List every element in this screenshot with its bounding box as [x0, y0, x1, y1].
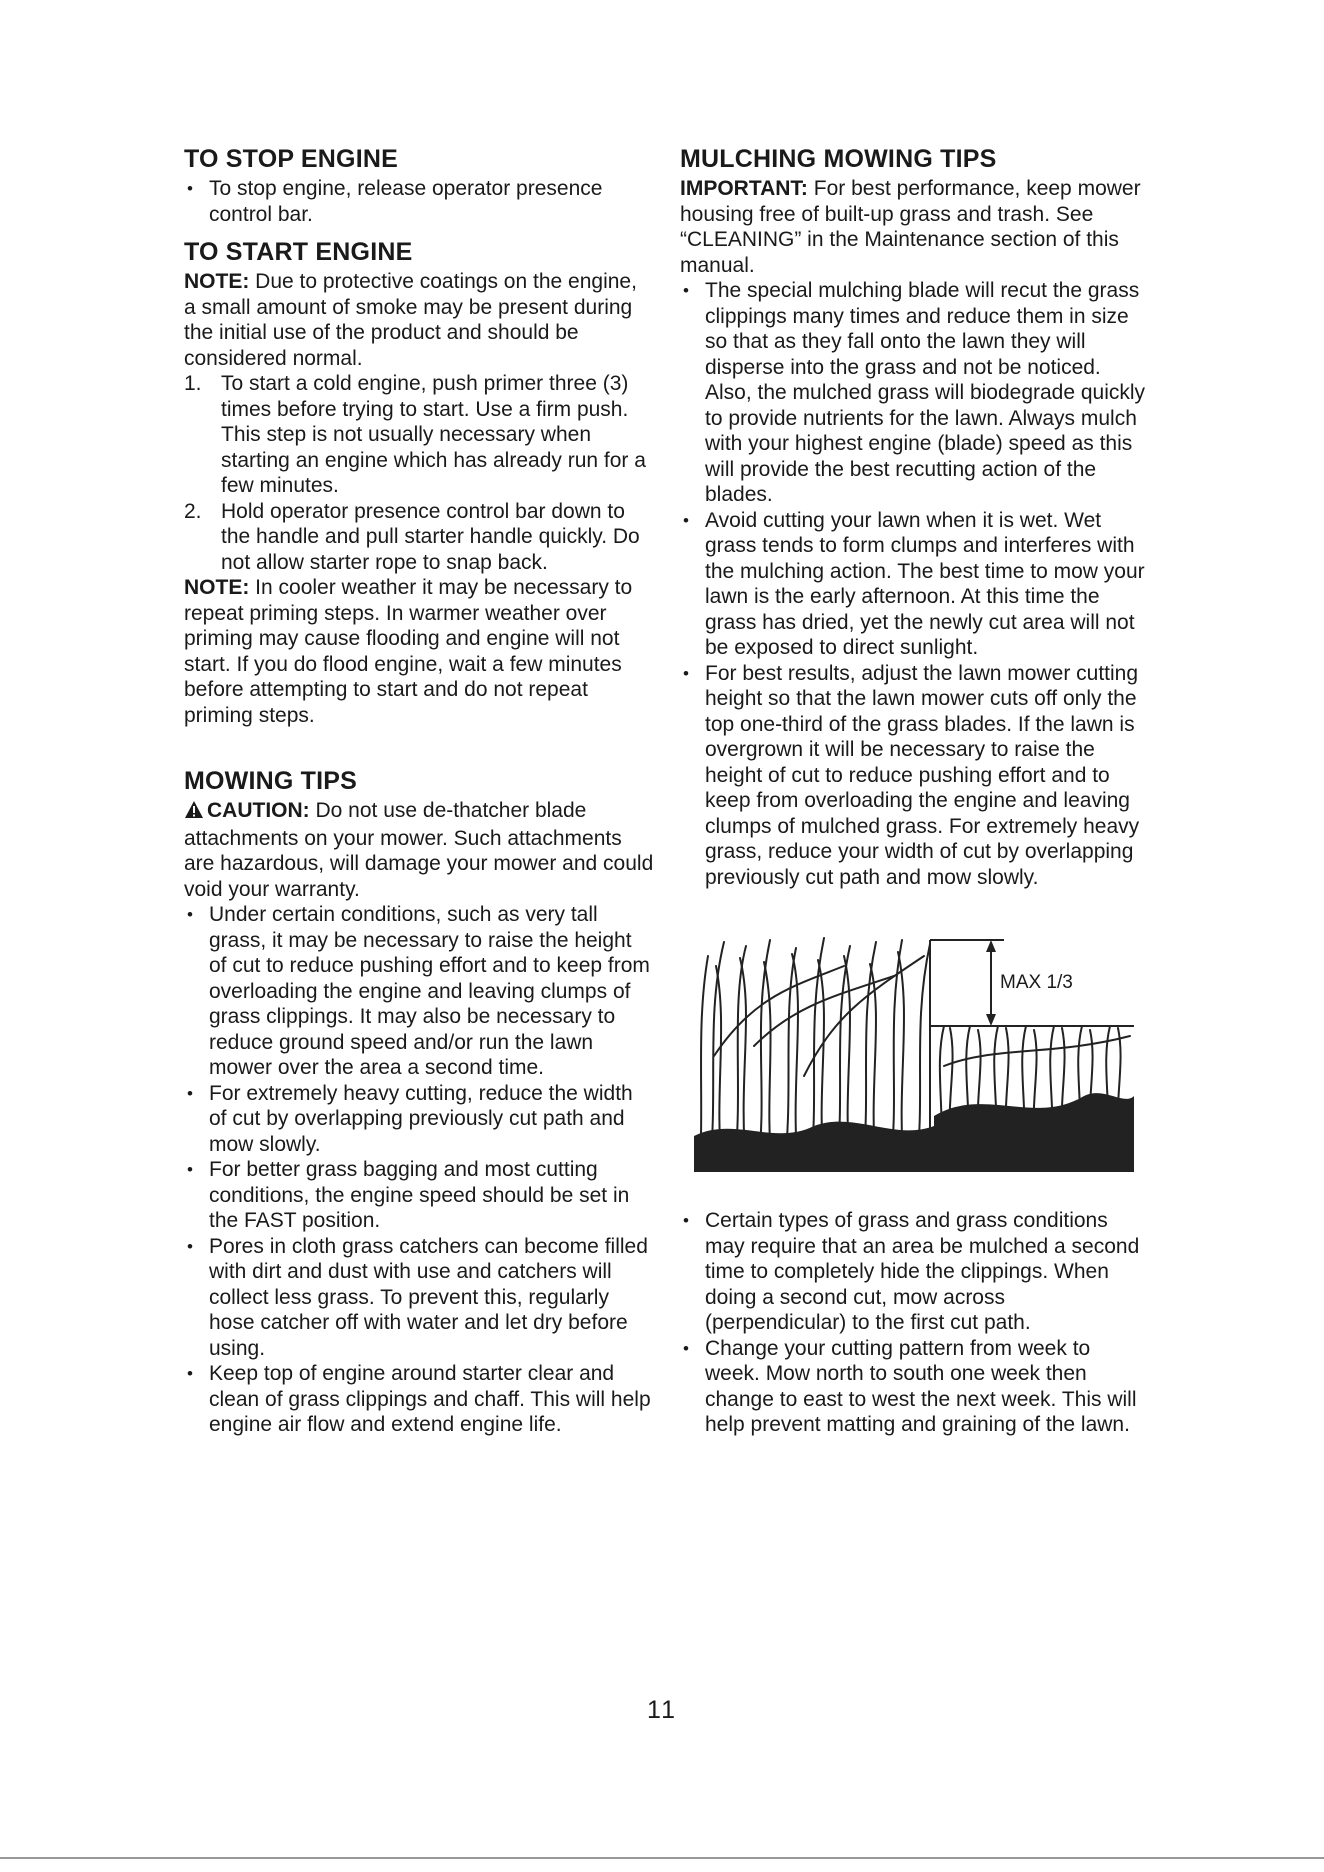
left-column	[184, 144, 654, 1438]
note-label: NOTE:	[184, 576, 250, 599]
mulching-tips-heading: MULCHING MOWING TIPS	[680, 145, 997, 173]
step-item	[184, 371, 654, 499]
important-text: For best performance, keep mower housing free of built-up grass and trash. See “CLEANING” in the Maintenance section of this manual.	[680, 177, 1141, 277]
start-engine-heading: TO START ENGINE	[184, 238, 413, 266]
list-item: • The special mulching blade will recut the grass clippings many times and reduce them in size so that as they fall onto the lawn they will disperse into the grass and not be noticed. Also, the mulched grass will biodegrade quickly to provide nutrients for the lawn. Always mulch with your highest engine (blade) speed as this will provide the best recutting action of the blades.	[680, 278, 1150, 508]
caution-label: CAUTION:	[207, 799, 310, 822]
scan-edge-rule	[0, 1857, 1324, 1859]
note-text: Due to protective coatings on the engine, a small amount of smoke may be present during the initial use of the product and should be considered normal.	[184, 270, 637, 370]
list-item: • To stop engine, release operator presence control bar.	[184, 176, 654, 227]
priming-note	[184, 575, 654, 728]
grass-cut-height-illustration	[694, 936, 1134, 1172]
mowing-tips-heading: MOWING TIPS	[184, 767, 358, 795]
important-paragraph	[680, 176, 1150, 278]
stop-engine-heading: TO STOP ENGINE	[184, 145, 398, 173]
list-item: • Avoid cutting your lawn when it is wet. Wet grass tends to form clumps and interferes with the mulching action. The best time to mow your lawn is the early afternoon. At this time the grass has dried, yet the newly cut area will not be exposed to direct sunlight.	[680, 508, 1150, 661]
list-item: • Under certain conditions, such as very tall grass, it may be necessary to raise the height of cut to reduce pushing effort and to keep from overloading the engine and leaving clumps of grass clippings. It may also be necessary to reduce ground speed and/or run the lawn mower over the area a second time.	[184, 902, 654, 1081]
mulching-tips-list-continued	[680, 1208, 1150, 1438]
mowing-tips-list	[184, 902, 654, 1438]
mulching-tips-list	[680, 278, 1150, 890]
list-item: • Change your cutting pattern from week to week. Mow north to south one week then change to east to west the next week. This will help prevent matting and graining of the lawn.	[680, 1336, 1150, 1438]
right-column	[680, 144, 1150, 1438]
note-label: NOTE:	[184, 270, 250, 293]
list-item: • Pores in cloth grass catchers can become filled with dirt and dust with use and catchers will collect less grass. To prevent this, regularly hose catcher off with water and let dry before using.	[184, 1234, 654, 1362]
step-number: 2.	[184, 499, 202, 523]
caution-paragraph	[184, 798, 654, 902]
warning-icon	[184, 800, 204, 826]
mulching-tips-section	[680, 144, 1150, 1438]
step-text: Hold operator presence control bar down to the handle and pull starter handle quickly. Do not allow starter rope to snap back.	[221, 499, 640, 574]
stop-engine-list	[184, 176, 654, 227]
list-item: • For extremely heavy cutting, reduce the width of cut by overlapping previously cut path and mow slowly.	[184, 1081, 654, 1158]
list-item: • For better grass bagging and most cutting conditions, the engine speed should be set in the FAST position.	[184, 1157, 654, 1234]
step-text: To start a cold engine, push primer three (3) times before trying to start. Use a firm push. This step is not usually necessary when starting an engine which has already run for a few minutes.	[221, 372, 646, 497]
step-item	[184, 499, 654, 576]
step-number: 1.	[184, 372, 202, 395]
list-item: • Keep top of engine around starter clear and clean of grass clippings and chaff. This will help engine air flow and extend engine life.	[184, 1361, 654, 1438]
stop-engine-section	[184, 144, 654, 227]
page-number: 11	[647, 1696, 677, 1724]
start-engine-section	[184, 237, 654, 728]
list-item: • Certain types of grass and grass conditions may require that an area be mulched a second time to completely hide the clippings. When doing a second cut, mow across (perpendicular) to the first cut path.	[680, 1208, 1150, 1336]
important-label: IMPORTANT:	[680, 177, 808, 200]
note-text: In cooler weather it may be necessary to repeat priming steps. In warmer weather over priming may cause flooding and engine will not start. If you do flood engine, wait a few minutes before attempting to start and do not repeat priming steps.	[184, 576, 633, 727]
mowing-tips-section	[184, 766, 654, 1438]
start-engine-steps	[184, 371, 654, 575]
start-engine-note	[184, 269, 654, 371]
caution-text: Do not use de-thatcher blade attachments on your mower. Such attachments are hazardous, will damage your mower and could void your warranty.	[184, 799, 654, 901]
list-item: • For best results, adjust the lawn mower cutting height so that the lawn mower cuts off only the top one-third of the grass blades. If the lawn is overgrown it will be necessary to raise the height of cut to reduce pushing effort and to keep from overloading the engine and leaving clumps of mulched grass. For extremely heavy grass, reduce your width of cut by overlapping previously cut path and mow slowly.	[680, 661, 1150, 891]
max-cut-label: MAX 1/3	[1000, 972, 1073, 993]
